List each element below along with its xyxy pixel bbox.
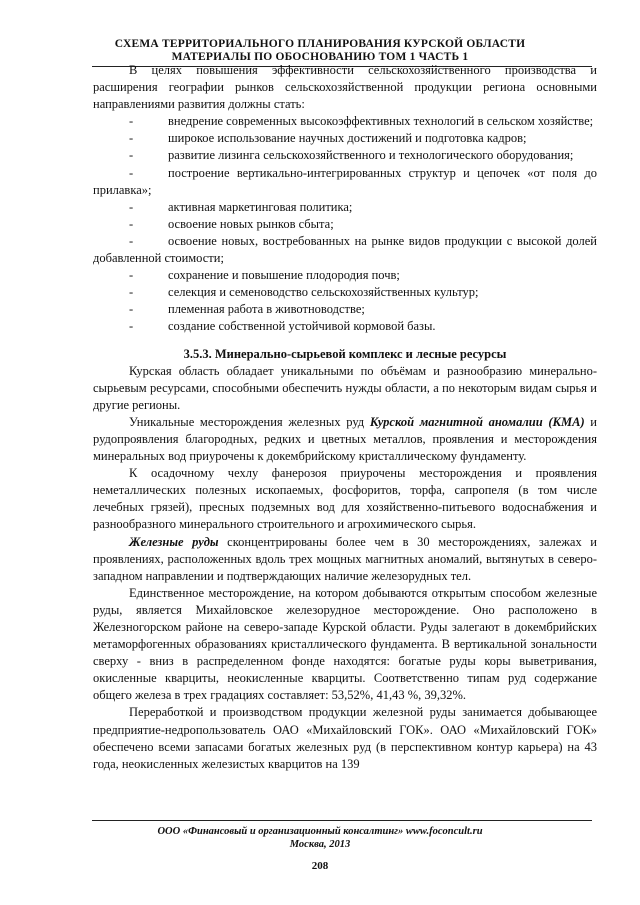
bullet-dash: - (129, 216, 134, 231)
list-item (93, 301, 597, 318)
list-item (93, 130, 597, 147)
page-footer (0, 825, 640, 851)
kma-lead: Уникальные месторождения железных руд (129, 414, 370, 429)
iron-ores-emphasis: Железные руды (129, 534, 219, 549)
list-item-text: освоение новых рынков сбыта; (168, 216, 334, 231)
paragraph-mikhailovskoe: Единственное месторождение, на котором добываются открытым способом железные руды, является Михайловское железорудное месторождение. Оно расположено в Железногорском районе на северо-западе Курской области. Руды залегают в докембрийских метаморфогенных образованиях кристаллического фундамента. В вертикальной зональности сверху - вниз в распределенном фонде находятся: богатые руды коры выветривания, окисленные кварциты, неокисленные кварциты. Соответственно типам руд содержание общего железа в трех градациях составляет: 53,52%, 41,43 %, 39,32%. (93, 585, 597, 703)
paragraph-resources: Курская область обладает уникальными по объёмам и разнообразию минерально-сырьевым ресурсами, способными обеспечить нужды области, а по некоторым видам сырья и другие регионы. (93, 363, 597, 412)
footer-divider (92, 820, 592, 821)
bullet-dash: - (129, 165, 134, 180)
list-item-text: построение вертикально-интегрированных структур и цепочек «от поля до прилавка»; (93, 165, 597, 197)
list-item-text: селекция и семеноводство сельскохозяйственных культур; (168, 285, 479, 300)
page-header (0, 38, 640, 64)
iron-ores-rest: сконцентрированы более чем в 30 месторождениях, залежах и проявлениях, расположенных вдоль трех мощных магнитных аномалий, вытянутых в северо-западном направлении и подтверждающих наличие железорудных тел. (93, 534, 597, 583)
footer-company: ООО «Финансовый и организационный консалтинг» www.foconcult.ru (157, 826, 483, 837)
document-body (93, 62, 597, 773)
kma-rest: и рудопроявления благородных, редких и цветных металлов, проявления и месторождения минеральных вод приурочены к докембрийскому кристаллическому фундаменту. (93, 414, 597, 464)
list-item (93, 284, 597, 301)
directions-list (93, 113, 597, 335)
list-item-text: сохранение и повышение плодородия почв; (168, 268, 400, 283)
bullet-dash: - (129, 319, 134, 334)
bullet-dash: - (129, 285, 134, 300)
list-item-text: создание собственной устойчивой кормовой базы. (168, 319, 436, 334)
list-item (93, 199, 597, 216)
bullet-dash: - (129, 131, 134, 146)
list-item-text: активная маркетинговая политика; (168, 199, 353, 214)
kma-emphasis: Курской магнитной аномалии (КМА) (369, 414, 585, 429)
bullet-dash: - (129, 114, 134, 129)
list-item (93, 233, 597, 267)
list-item (93, 267, 597, 284)
paragraph-gok: Переработкой и производством продукции железной руды занимается добывающее предприятие-недропользователь ОАО «Михайловский ГОК». ОАО «Михайловский ГОК» обеспечено всеми запасами богатых железных руд (в перспективном контур карьера) на 43 года, неокисленных железистых кварцитов на 139 (93, 705, 597, 771)
list-item-text: племенная работа в животноводстве; (168, 302, 365, 317)
list-item (93, 318, 597, 335)
bullet-dash: - (129, 148, 134, 163)
page-number: 208 (311, 860, 329, 872)
footer-city-year: Москва, 2013 (289, 839, 351, 850)
list-item (93, 113, 597, 130)
list-item-text: освоение новых, востребованных на рынке видов продукции с высокой долей добавленной стоимости; (93, 233, 597, 266)
paragraph-sediment: К осадочному чехлу фанерозоя приурочены месторождения и проявления неметаллических полезных ископаемых, фосфоритов, торфа, сапропеля (в том числе лечебных грязей), пресных подземных вод для хозяйственно-питьевого водоснабжения и разнообразного минерального строительного и агрохимического сырья. (93, 466, 597, 532)
bullet-dash: - (129, 233, 134, 248)
intro-paragraph: В целях повышения эффективности сельскохозяйственного производства и расширения географии рынков сельскохозяйственной продукции региона основными направлениями развития должны стать: (93, 63, 597, 112)
header-title: СХЕМА ТЕРРИТОРИАЛЬНОГО ПЛАНИРОВАНИЯ КУРСКОЙ ОБЛАСТИ (114, 38, 526, 50)
list-item-text: широкое использование научных достижений и подготовка кадров; (168, 131, 527, 146)
list-item-text: внедрение современных высокоэффективных технологий в сельском хозяйстве; (168, 114, 594, 129)
paragraph-iron-ores (93, 534, 597, 585)
list-item (93, 147, 597, 164)
header-subtitle: МАТЕРИАЛЫ ПО ОБОСНОВАНИЮ ТОМ 1 ЧАСТЬ 1 (171, 51, 469, 63)
paragraph-kma (93, 414, 597, 465)
bullet-dash: - (129, 199, 134, 214)
bullet-dash: - (129, 302, 134, 317)
list-item-text: развитие лизинга сельскохозяйственного и технологического оборудования; (168, 148, 574, 163)
list-item (93, 165, 597, 199)
section-title: 3.5.3. Минерально-сырьевой комплекс и лесные ресурсы (183, 346, 507, 361)
list-item (93, 216, 597, 233)
bullet-dash: - (129, 268, 134, 283)
